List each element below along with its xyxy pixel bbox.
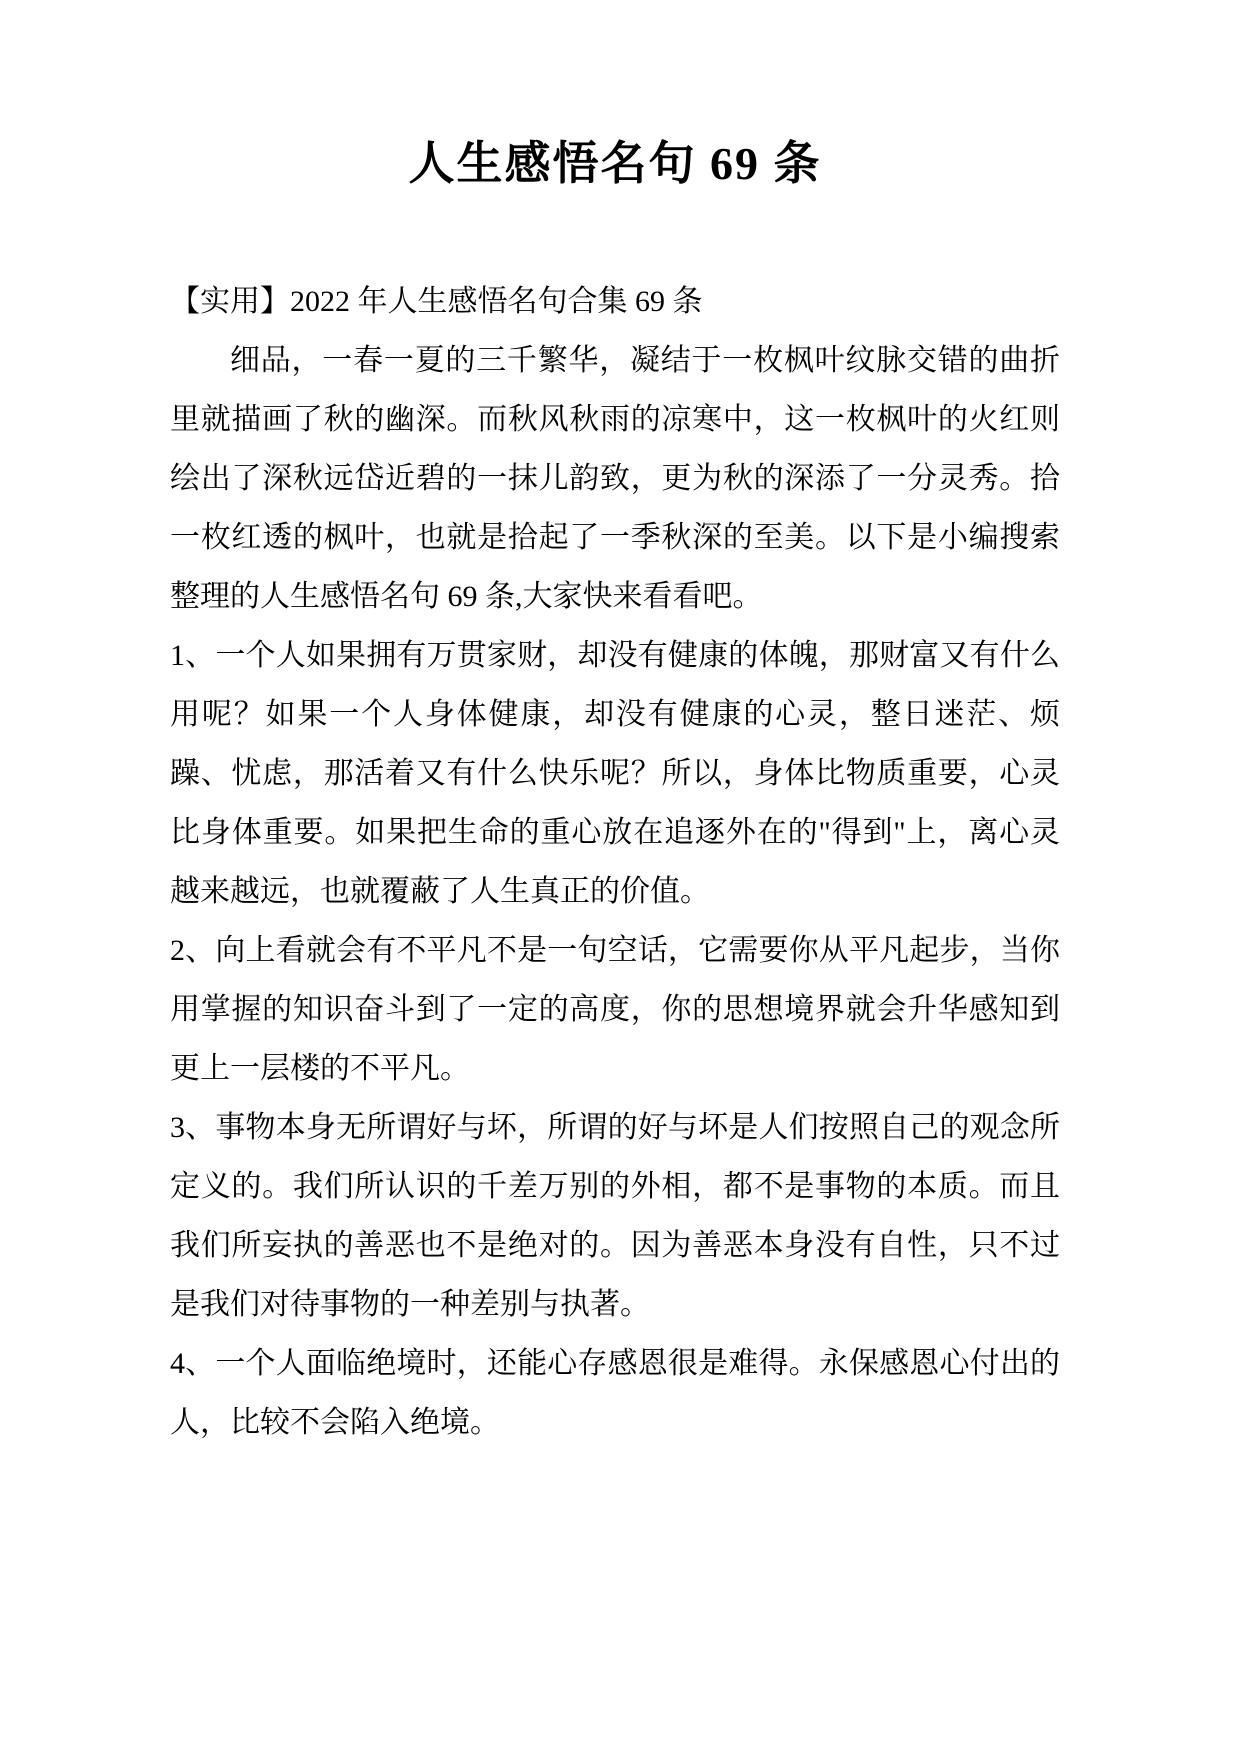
document-title: 人生感悟名句 69 条	[408, 138, 822, 189]
paragraph-intro: 细品，一春一夏的三千繁华，凝结于一枚枫叶纹脉交错的曲折里就描画了秋的幽深。而秋风秋雨的凉寒中，这一枚枫叶的火红则绘出了深秋远岱近碧的一抹儿韵致，更为秋的深添了一分灵秀。拾一枚红透的枫叶，也就是拾起了一季秋深的至美。以下是小编搜索整理的人生感悟名句 69 条,大家快来看看吧。	[170, 344, 1060, 613]
paragraph-quote-4: 4、一个人面临绝境时，还能心存感恩很是难得。永保感恩心付出的人，比较不会陷入绝境。	[170, 1347, 1060, 1439]
document-body	[170, 272, 1060, 1452]
paragraph-intro-label: 【实用】2022 年人生感悟名句合集 69 条	[170, 285, 703, 318]
paragraph-quote-1: 1、一个人如果拥有万贯家财，却没有健康的体魄，那财富又有什么用呢？如果一个人身体健康，却没有健康的心灵，整日迷茫、烦躁、忧虑，那活着又有什么快乐呢？所以，身体比物质重要，心灵比身体重要。如果把生命的重心放在追逐外在的"得到"上，离心灵越来越远，也就覆蔽了人生真正的价值。	[170, 639, 1060, 908]
paragraph-quote-3: 3、事物本身无所谓好与坏，所谓的好与坏是人们按照自己的观念所定义的。我们所认识的千差万别的外相，都不是事物的本质。而且我们所妄执的善恶也不是绝对的。因为善恶本身没有自性，只不过是我们对待事物的一种差别与执著。	[170, 1111, 1060, 1321]
paragraph-quote-2: 2、向上看就会有不平凡不是一句空话，它需要你从平凡起步，当你用掌握的知识奋斗到了一定的高度，你的思想境界就会升华感知到更上一层楼的不平凡。	[170, 934, 1060, 1085]
